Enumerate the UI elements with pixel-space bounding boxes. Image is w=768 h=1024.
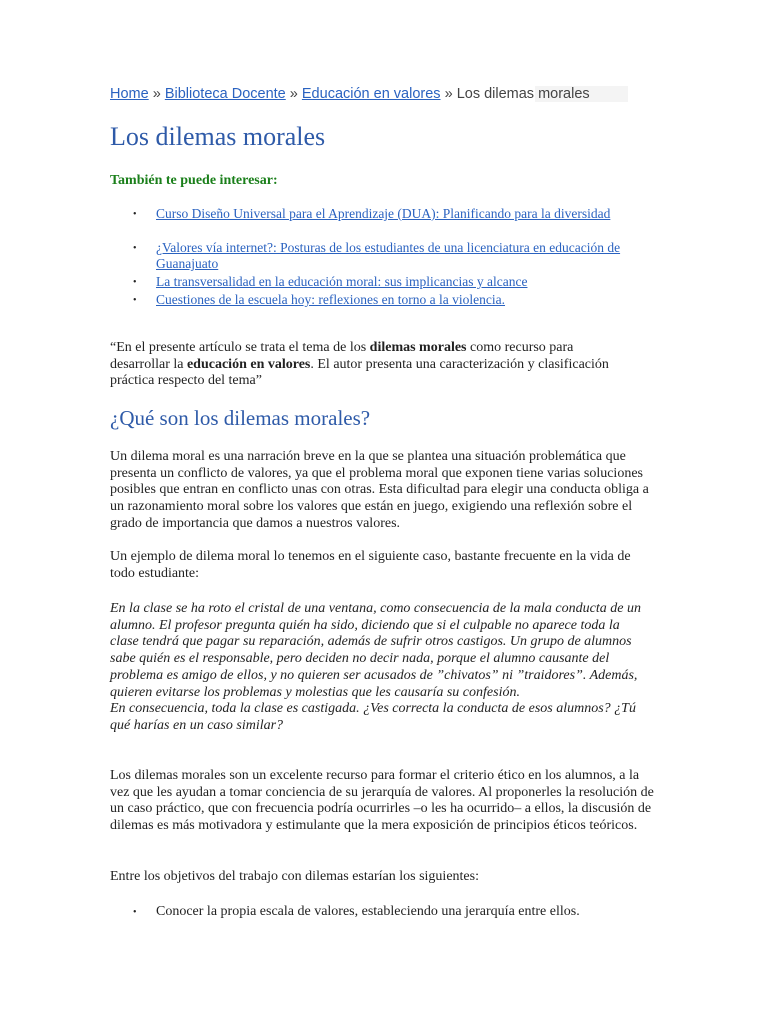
bullet-icon: • bbox=[133, 209, 137, 220]
list-item bbox=[110, 292, 650, 308]
breadcrumb-link-biblioteca-docente[interactable]: Biblioteca Docente bbox=[164, 86, 286, 102]
intro-bold-text: educación en valores bbox=[186, 356, 311, 372]
intro-text: . El autor presenta una caracterización y clasificación práctica respecto del tema” bbox=[110, 356, 609, 389]
body-paragraph: Un dilema moral es una narración breve en la que se plantea una situación problemática que presenta un conflicto de valores, ya que el problema moral que exponen tiene varias soluciones posibles que entran en conflicto unas con otras. Esta dificultad para elegir una conducta obliga a un razonamiento moral sobre los valores que están en juego, exigiendo una reflexión sobre el grado de importancia que damos a nuestros valores. bbox=[110, 449, 649, 531]
breadcrumb-bar bbox=[110, 86, 628, 102]
bullet-icon: • bbox=[133, 277, 137, 288]
related-link-transversalidad[interactable]: La transversalidad en la educación moral: sus implicancias y alcance bbox=[156, 274, 528, 289]
intro-text: “En el presente artículo se trata el tema de los bbox=[110, 340, 370, 355]
related-links-list bbox=[110, 206, 650, 308]
related-link-cuestiones-escuela[interactable]: Cuestiones de la escuela hoy: reflexiones en torno a la violencia. bbox=[156, 292, 506, 307]
related-label: También te puede interesar: bbox=[110, 173, 278, 188]
intro-text: como recurso para desarrollar la bbox=[110, 340, 574, 372]
breadcrumb-separator: » bbox=[152, 86, 161, 102]
related-link-dua[interactable]: Curso Diseño Universal para el Aprendizaje (DUA): Planificando para la diversidad bbox=[156, 206, 611, 221]
example-quote bbox=[110, 601, 650, 735]
example-paragraph: En consecuencia, toda la clase es castigada. ¿Ves correcta la conducta de esos alumnos? ¿Tú qué harías en un caso similar? bbox=[110, 701, 636, 733]
bullet-icon: • bbox=[133, 907, 137, 918]
list-item bbox=[110, 274, 650, 290]
body-paragraph: Los dilemas morales son un excelente recurso para formar el criterio ético en los alumnos, a la vez que les ayudan a tomar conciencia de su jerarquía de valores. Al proponerles la resolución de un caso práctico, que con frecuencia podría ocurrirles –o les ha ocurrido– a ellos, la discusión de dilemas es más motivadora y estimulante que la mera exposición de principios éticos teóricos. bbox=[110, 768, 654, 834]
breadcrumb bbox=[110, 86, 658, 103]
objectives-list bbox=[110, 904, 650, 921]
breadcrumb-separator: » bbox=[289, 86, 298, 102]
example-paragraph: En la clase se ha roto el cristal de una ventana, como consecuencia de la mala conducta de un alumno. El profesor pregunta quién ha sido, diciendo que si el culpable no aparece toda la clase tendrá que pagar su reparación, además de sufrir otros castigos. Un grupo de alumnos sabe quién es el responsable, pero deciden no decir nada, porque el alumno causante del problema es amigo de ellos, y no quieren ser acusados de ”chivatos” ni ”traidores”. Además, quieren evitarse los problemas y molestias que les causaría su confesión. bbox=[110, 601, 641, 700]
bullet-icon: • bbox=[133, 295, 137, 306]
body-paragraph: Entre los objetivos del trabajo con dilemas estarían los siguientes: bbox=[110, 869, 479, 884]
objective-text: Conocer la propia escala de valores, estableciendo una jerarquía entre ellos. bbox=[156, 904, 580, 919]
list-item bbox=[110, 206, 650, 222]
intro-paragraph bbox=[110, 340, 630, 390]
breadcrumb-link-educacion-en-valores[interactable]: Educación en valores bbox=[301, 86, 441, 102]
body-paragraph: Un ejemplo de dilema moral lo tenemos en el siguiente caso, bastante frecuente en la vida de todo estudiante: bbox=[110, 549, 631, 581]
breadcrumb-link-home[interactable]: Home bbox=[110, 86, 149, 102]
intro-bold-text: dilemas morales bbox=[369, 340, 467, 355]
page-title: Los dilemas morales bbox=[110, 122, 326, 151]
list-item bbox=[110, 904, 650, 921]
bullet-icon: • bbox=[133, 243, 137, 254]
section-heading: ¿Qué son los dilemas morales? bbox=[110, 406, 371, 430]
related-link-valores-internet[interactable]: ¿Valores vía internet?: Posturas de los estudiantes de una licenciatura en educación de Guanajuato bbox=[156, 240, 621, 271]
breadcrumb-current: Los dilemas morales bbox=[456, 86, 590, 102]
breadcrumb-separator: » bbox=[444, 86, 453, 102]
list-item bbox=[110, 240, 650, 272]
